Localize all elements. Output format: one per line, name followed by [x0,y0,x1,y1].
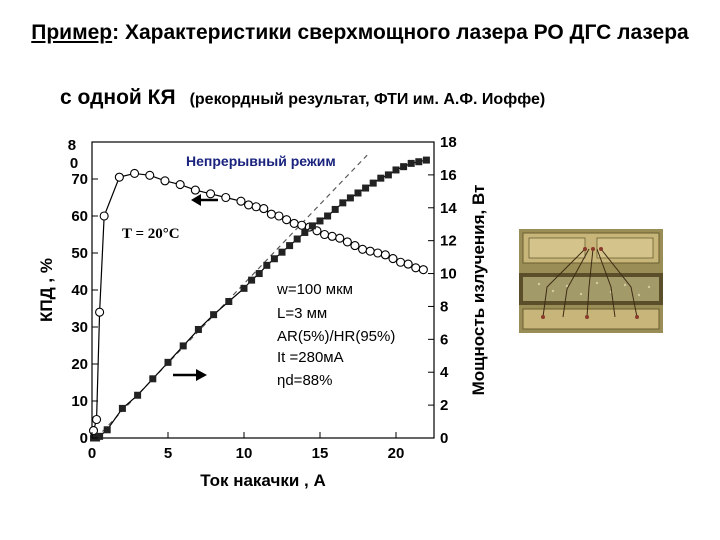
param-efficiency: ηd=88% [277,372,333,389]
power-point [400,163,407,170]
x-tick-label: 5 [163,445,173,462]
efficiency-point [283,216,291,224]
ticks-layer [71,134,457,462]
power-point [309,222,316,229]
y-left-axis-label: КПД , % [37,258,56,322]
y-left-tick-label: 60 [71,208,88,225]
y-right-tick-label: 18 [440,134,457,151]
y-left-tick-label: 10 [71,393,88,410]
power-point [347,194,354,201]
y-left-top-tick-label: 8 0 [67,137,79,172]
power-point [210,311,217,318]
y-right-axis-label: Мощность излучения, Вт [469,184,488,396]
efficiency-point [100,212,108,220]
y-right-tick-label: 2 [440,397,449,415]
power-point [256,270,263,277]
efficiency-point [96,308,104,316]
power-point [96,433,103,440]
y-left-tick-label: 0 [79,430,88,447]
power-point [423,157,430,164]
subtitle-note: (рекордный результат, ФТИ им. А.Ф. Иоффе) [189,91,546,108]
y-right-tick-label: 4 [440,364,449,382]
y-right-tick-label: 0 [440,430,449,447]
power-point [377,175,384,182]
y-left-tick-label: 20 [71,356,88,373]
efficiency-point [343,238,351,246]
subtitle-main: с одной КЯ [60,86,176,109]
efficiency-point [267,210,275,218]
param-length: L=3 мм [277,305,328,322]
y-right-tick-label: 14 [440,199,457,217]
title-prefix: Пример [31,21,113,44]
temperature-annotation: T = 20°C [122,226,180,242]
power-point [339,199,346,206]
y-left-tick-label: 40 [71,282,88,299]
power-point [180,342,187,349]
power-point [119,405,126,412]
efficiency-point [146,171,154,179]
series-power-line [94,160,427,438]
efficiency-point [115,173,123,181]
power-point [294,236,301,243]
efficiency-point [336,234,344,242]
efficiency-point [245,201,253,209]
power-point [104,426,111,433]
power-point [225,298,232,305]
param-threshold: It =280мА [277,349,344,366]
efficiency-point [397,258,405,266]
power-point [355,189,362,196]
efficiency-point [131,169,139,177]
power-point [263,262,270,269]
efficiency-point [290,219,298,227]
params-box [276,281,395,389]
y-left-tick-label: 50 [71,245,88,262]
y-right-tick-label: 16 [440,166,457,184]
power-point [241,285,248,292]
plot-frame [92,142,434,438]
series-efficiency-line [94,173,424,430]
efficiency-point [93,416,101,424]
efficiency-point [351,242,359,250]
power-point [415,158,422,165]
efficiency-point [412,264,420,272]
efficiency-point [359,245,367,253]
efficiency-point [237,197,245,205]
power-point [286,242,293,249]
power-point [362,185,369,192]
laser-bar-photo [519,229,663,333]
series-layer [90,157,430,442]
efficiency-point [366,247,374,255]
x-tick-label: 10 [235,445,253,462]
efficiency-point [275,212,283,220]
efficiency-point [328,232,336,240]
efficiency-point [252,203,260,211]
y-left-tick-label: 70 [71,171,88,188]
efficiency-point [207,190,215,198]
efficiency-point [389,255,397,263]
direction-arrow-right [173,369,207,381]
power-point [408,160,415,167]
power-point [324,213,331,220]
efficiency-point [381,251,389,259]
efficiency-point [161,177,169,185]
power-point [279,249,286,256]
efficiency-point [419,266,427,274]
power-point [165,359,172,366]
power-point [195,326,202,333]
param-coatings: AR(5%)/HR(95%) [277,328,396,345]
power-point [370,180,377,187]
power-point [393,166,400,173]
efficiency-point [404,260,412,268]
x-axis-label: Ток накачки , А [200,471,326,490]
param-width: w=100 мкм [277,281,353,298]
power-point [332,206,339,213]
power-point [248,277,255,284]
power-point [385,171,392,178]
efficiency-point [176,181,184,189]
efficiency-point [321,231,329,239]
x-tick-label: 20 [387,445,405,462]
power-point [134,392,141,399]
y-right-tick-label: 10 [440,265,457,283]
efficiency-point [374,249,382,257]
power-point [301,229,308,236]
efficiency-point [222,194,230,202]
mode-annotation: Непрерывный режим [186,153,336,169]
y-right-tick-label: 8 [440,298,449,316]
power-point [317,217,324,224]
efficiency-point [260,205,268,213]
y-right-tick-label: 6 [440,331,449,349]
title-rest: : Характеристики сверхмощного лазера РО ДГС лазера [112,21,689,44]
x-tick-label: 15 [311,445,329,462]
efficiency-point [298,221,306,229]
power-point [149,375,156,382]
y-left-tick-label: 30 [71,319,88,336]
x-tick-label: 0 [87,445,97,462]
power-point [271,255,278,262]
y-right-tick-label: 12 [440,232,457,250]
efficiency-point [191,186,199,194]
